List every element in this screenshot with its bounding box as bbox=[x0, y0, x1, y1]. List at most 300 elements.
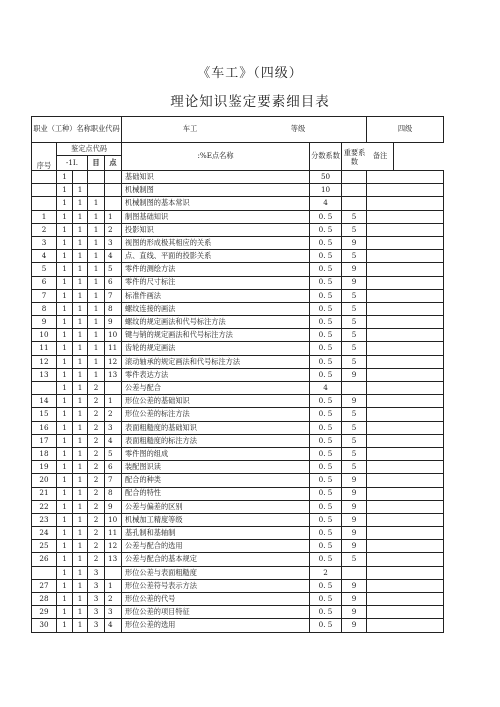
element-name-cell: 形位公差符号表示方法 bbox=[122, 579, 310, 592]
table-row bbox=[32, 606, 444, 619]
note-cell bbox=[367, 184, 444, 197]
score-cell: 0. 5 bbox=[310, 329, 342, 342]
code-level2-cell: 1 bbox=[73, 210, 88, 223]
document-title: 《车工》（四级） bbox=[197, 66, 303, 81]
code-sub1: -1I. bbox=[57, 156, 88, 171]
code-level1-cell: 1 bbox=[57, 500, 73, 513]
code-level4-cell: 8 bbox=[105, 487, 122, 500]
element-name-cell: 配合的种类 bbox=[122, 474, 310, 487]
table-row bbox=[32, 289, 444, 302]
code-level1-cell: 1 bbox=[57, 447, 73, 460]
code-level1-cell: 1 bbox=[57, 606, 73, 619]
code-sub2: 目 bbox=[88, 156, 105, 171]
element-name-cell: 形位公差的项目特征 bbox=[122, 606, 310, 619]
code-level1-cell: 1 bbox=[57, 408, 73, 421]
level-value: 四级 bbox=[367, 117, 444, 143]
seq-cell: 27 bbox=[32, 579, 57, 592]
element-name-cell: 配合的特性 bbox=[122, 487, 310, 500]
code-level1-cell: 1 bbox=[57, 236, 73, 249]
element-name-cell: 点、直线、平面的投影关系 bbox=[122, 250, 310, 263]
code-level2-cell: 1 bbox=[73, 421, 88, 434]
code-level1-cell: 1 bbox=[57, 395, 73, 408]
element-name-cell: 机械制图的基本常识 bbox=[122, 197, 310, 210]
element-name-cell: 表面粗糙度的标注方法 bbox=[122, 434, 310, 447]
note-cell bbox=[367, 487, 444, 500]
note-cell bbox=[367, 421, 444, 434]
code-level1-cell: 1 bbox=[57, 513, 73, 526]
weight-cell bbox=[342, 197, 367, 210]
code-level3-cell: 2 bbox=[88, 434, 105, 447]
table-row bbox=[32, 210, 444, 223]
score-cell: 0. 5 bbox=[310, 342, 342, 355]
code-level3-cell: 2 bbox=[88, 447, 105, 460]
weight-cell: 5 bbox=[342, 553, 367, 566]
code-level2-cell: 1 bbox=[73, 553, 88, 566]
code-level4-cell: 1 bbox=[105, 395, 122, 408]
code-level4-cell bbox=[105, 382, 122, 395]
code-level3-cell: 2 bbox=[88, 408, 105, 421]
code-level2-cell: 1 bbox=[73, 302, 88, 315]
code-level4-cell: 1 bbox=[105, 210, 122, 223]
weight-cell: 5 bbox=[342, 289, 367, 302]
score-cell: 4 bbox=[310, 382, 342, 395]
element-name-cell: 机械加工精度等级 bbox=[122, 513, 310, 526]
code-level2-cell: 1 bbox=[73, 316, 88, 329]
code-level4-cell: 12 bbox=[105, 355, 122, 368]
code-level4-cell: 7 bbox=[105, 289, 122, 302]
element-name-cell: 形位公差的代号 bbox=[122, 593, 310, 606]
code-level2-cell: 1 bbox=[73, 474, 88, 487]
weight-cell: 5 bbox=[342, 223, 367, 236]
code-level4-cell: 2 bbox=[105, 408, 122, 421]
score-cell: 0. 5 bbox=[310, 606, 342, 619]
element-name-cell: 形位公差的选用 bbox=[122, 619, 310, 632]
weight-cell: 9 bbox=[342, 619, 367, 632]
seq-cell: 16 bbox=[32, 421, 57, 434]
code-level4-cell: 8 bbox=[105, 302, 122, 315]
code-level2-cell: 1 bbox=[73, 197, 88, 210]
table-row bbox=[32, 487, 444, 500]
code-level4-cell: 2 bbox=[105, 593, 122, 606]
code-level2-cell: 1 bbox=[73, 223, 88, 236]
table-row bbox=[32, 527, 444, 540]
code-level1-cell: 1 bbox=[57, 619, 73, 632]
code-level3-cell: 2 bbox=[88, 513, 105, 526]
occupation-value: 车工 bbox=[182, 124, 198, 134]
weight-cell: 9 bbox=[342, 263, 367, 276]
note-cell bbox=[367, 316, 444, 329]
seq-cell: 28 bbox=[32, 593, 57, 606]
table-row bbox=[32, 197, 444, 210]
seq-cell: 6 bbox=[32, 276, 57, 289]
code-level1-cell: 1 bbox=[57, 487, 73, 500]
score-cell: 0. 5 bbox=[310, 368, 342, 381]
code-level3-cell: 1 bbox=[88, 276, 105, 289]
weight-cell: 9 bbox=[342, 395, 367, 408]
score-cell: 0. 5 bbox=[310, 513, 342, 526]
seq-cell: 18 bbox=[32, 447, 57, 460]
code-level2-cell: 1 bbox=[73, 382, 88, 395]
code-level1-cell: 1 bbox=[57, 197, 73, 210]
code-level2-cell: 1 bbox=[73, 500, 88, 513]
code-level1-cell: 1 bbox=[57, 527, 73, 540]
code-level3-cell: 3 bbox=[88, 606, 105, 619]
weight-cell bbox=[342, 566, 367, 579]
seq-cell bbox=[32, 382, 57, 395]
seq-cell: 4 bbox=[32, 250, 57, 263]
score-cell: 0. 5 bbox=[310, 276, 342, 289]
name-header: :%E点名称 bbox=[122, 143, 310, 171]
code-level2-cell: 1 bbox=[73, 368, 88, 381]
weight-cell: 5 bbox=[342, 302, 367, 315]
table-row bbox=[32, 236, 444, 249]
code-level3-cell: 1 bbox=[88, 368, 105, 381]
score-cell: 0. 5 bbox=[310, 408, 342, 421]
table-row bbox=[32, 553, 444, 566]
score-cell: 0. 5 bbox=[310, 355, 342, 368]
weight-cell: 9 bbox=[342, 500, 367, 513]
score-cell: 0. 5 bbox=[310, 223, 342, 236]
table-row bbox=[32, 408, 444, 421]
code-level3-cell: 1 bbox=[88, 316, 105, 329]
seq-cell: 20 bbox=[32, 474, 57, 487]
weight-cell: 9 bbox=[342, 474, 367, 487]
note-cell bbox=[367, 210, 444, 223]
level-label: 等级 bbox=[290, 124, 306, 134]
note-cell bbox=[367, 566, 444, 579]
seq-cell: 30 bbox=[32, 619, 57, 632]
seq-cell: 22 bbox=[32, 500, 57, 513]
element-name-cell: 形位公差的基础知识 bbox=[122, 395, 310, 408]
code-level4-cell: 9 bbox=[105, 500, 122, 513]
element-name-cell: 螺纹的规定画法和代号标注方法 bbox=[122, 316, 310, 329]
seq-cell: 23 bbox=[32, 513, 57, 526]
code-level3-cell: 1 bbox=[88, 250, 105, 263]
table-row bbox=[32, 368, 444, 381]
code-level4-cell: 3 bbox=[105, 606, 122, 619]
code-level2-cell: 1 bbox=[73, 263, 88, 276]
code-level3-cell bbox=[88, 184, 105, 197]
weight-cell: 5 bbox=[342, 210, 367, 223]
code-level4-cell: 7 bbox=[105, 474, 122, 487]
code-level3-cell: 2 bbox=[88, 487, 105, 500]
element-name-cell: 形位公差的标注方法 bbox=[122, 408, 310, 421]
element-name-cell: 装配图识读 bbox=[122, 461, 310, 474]
table-row bbox=[32, 250, 444, 263]
code-level4-cell: 10 bbox=[105, 513, 122, 526]
note-cell bbox=[367, 579, 444, 592]
occupation-value-cell bbox=[122, 117, 367, 143]
code-level3-cell: 3 bbox=[88, 579, 105, 592]
code-level4-cell: 1 bbox=[105, 579, 122, 592]
code-level2-cell: 1 bbox=[73, 236, 88, 249]
code-level2-cell: 1 bbox=[73, 342, 88, 355]
weight-header: 重要系数 bbox=[343, 148, 366, 166]
code-level3-cell: 2 bbox=[88, 527, 105, 540]
code-level2-cell: 1 bbox=[73, 250, 88, 263]
score-cell: 0. 5 bbox=[310, 250, 342, 263]
code-level3-cell: 2 bbox=[88, 500, 105, 513]
weight-cell bbox=[342, 382, 367, 395]
note-cell bbox=[367, 553, 444, 566]
score-cell: 0. 5 bbox=[310, 487, 342, 500]
code-level3-cell: 1 bbox=[88, 263, 105, 276]
table-row bbox=[32, 329, 444, 342]
element-name-cell: 零件的测绘方法 bbox=[122, 263, 310, 276]
header-row-code bbox=[32, 143, 444, 156]
code-level1-cell: 1 bbox=[57, 250, 73, 263]
code-level1-cell: 1 bbox=[57, 434, 73, 447]
element-name-cell: 公差与配合 bbox=[122, 382, 310, 395]
code-level4-cell: 11 bbox=[105, 342, 122, 355]
code-level3-cell: 2 bbox=[88, 421, 105, 434]
score-cell: 0. 5 bbox=[310, 316, 342, 329]
score-cell: 0. 5 bbox=[310, 527, 342, 540]
table-row bbox=[32, 395, 444, 408]
table-row bbox=[32, 316, 444, 329]
note-cell bbox=[367, 447, 444, 460]
seq-cell: 11 bbox=[32, 342, 57, 355]
code-level1-cell: 1 bbox=[57, 184, 73, 197]
seq-cell bbox=[32, 171, 57, 184]
code-level1-cell: 1 bbox=[57, 461, 73, 474]
code-level4-cell: 11 bbox=[105, 527, 122, 540]
element-name-cell: 投影知识 bbox=[122, 223, 310, 236]
weight-cell: 5 bbox=[342, 329, 367, 342]
weight-cell: 9 bbox=[342, 527, 367, 540]
element-name-cell: 零件表达方法 bbox=[122, 368, 310, 381]
score-cell: 0. 5 bbox=[310, 593, 342, 606]
weight-cell bbox=[342, 171, 367, 184]
element-name-cell: 螺纹连接的画法 bbox=[122, 302, 310, 315]
note-cell bbox=[367, 289, 444, 302]
weight-cell: 9 bbox=[342, 606, 367, 619]
code-level2-cell: 1 bbox=[73, 461, 88, 474]
score-cell: 0. 5 bbox=[310, 236, 342, 249]
weight-cell: 9 bbox=[342, 579, 367, 592]
seq-label: 序号 bbox=[36, 160, 52, 170]
code-level2-cell: 1 bbox=[73, 355, 88, 368]
element-name-cell: 公差与偏差的区别 bbox=[122, 500, 310, 513]
table-row bbox=[32, 382, 444, 395]
table-row bbox=[32, 500, 444, 513]
score-cell: 0. 5 bbox=[310, 289, 342, 302]
code-level1-cell: 1 bbox=[57, 223, 73, 236]
seq-header bbox=[32, 143, 57, 171]
seq-cell: 5 bbox=[32, 263, 57, 276]
element-name-cell: 键与销的规定画法和代号标注方法 bbox=[122, 329, 310, 342]
code-level4-cell bbox=[105, 566, 122, 579]
table-row bbox=[32, 513, 444, 526]
table-row bbox=[32, 276, 444, 289]
code-level2-cell: 1 bbox=[73, 593, 88, 606]
code-level1-cell: 1 bbox=[57, 368, 73, 381]
document-subtitle: 理论知识鉴定要素细目表 bbox=[170, 94, 330, 110]
header-row-occupation bbox=[32, 117, 444, 143]
score-cell: 0. 5 bbox=[310, 263, 342, 276]
code-level1-cell: 1 bbox=[57, 329, 73, 342]
element-name-cell: 制图基础知识 bbox=[122, 210, 310, 223]
code-level4-cell: 9 bbox=[105, 316, 122, 329]
weight-cell: 5 bbox=[342, 421, 367, 434]
note-cell bbox=[367, 461, 444, 474]
code-level2-cell bbox=[73, 171, 88, 184]
code-level4-cell: 5 bbox=[105, 447, 122, 460]
code-level3-cell: 1 bbox=[88, 289, 105, 302]
code-level2-cell: 1 bbox=[73, 408, 88, 421]
table-row bbox=[32, 461, 444, 474]
table-row bbox=[32, 540, 444, 553]
element-detail-table bbox=[31, 116, 444, 633]
code-sub3: 点 bbox=[105, 156, 122, 171]
score-cell: 0. 5 bbox=[310, 302, 342, 315]
code-level3-cell: 2 bbox=[88, 553, 105, 566]
note-cell bbox=[367, 606, 444, 619]
code-level2-cell: 1 bbox=[73, 606, 88, 619]
seq-cell: 7 bbox=[32, 289, 57, 302]
code-level3-cell: 1 bbox=[88, 197, 105, 210]
table-row bbox=[32, 223, 444, 236]
seq-cell: 17 bbox=[32, 434, 57, 447]
score-cell: 0. 5 bbox=[310, 540, 342, 553]
code-level1-cell: 1 bbox=[57, 355, 73, 368]
code-level4-cell: 13 bbox=[105, 368, 122, 381]
code-level1-cell: 1 bbox=[57, 579, 73, 592]
weight-cell: 9 bbox=[342, 513, 367, 526]
score-cell: 0. 5 bbox=[310, 500, 342, 513]
table-row bbox=[32, 302, 444, 315]
seq-cell: 25 bbox=[32, 540, 57, 553]
seq-cell: 24 bbox=[32, 527, 57, 540]
score-header: 分数系数 bbox=[310, 143, 342, 171]
code-level1-cell: 1 bbox=[57, 474, 73, 487]
note-cell bbox=[367, 250, 444, 263]
code-level4-cell: 10 bbox=[105, 329, 122, 342]
note-cell bbox=[367, 434, 444, 447]
occupation-header-cell bbox=[32, 117, 122, 143]
code-header: 鉴定点代码 bbox=[57, 143, 122, 156]
score-cell: 0. 5 bbox=[310, 395, 342, 408]
code-level3-cell: 1 bbox=[88, 355, 105, 368]
code-level4-cell: 3 bbox=[105, 236, 122, 249]
weight-note-header bbox=[342, 143, 394, 171]
table-row bbox=[32, 566, 444, 579]
note-cell bbox=[367, 171, 444, 184]
code-level1-cell: 1 bbox=[57, 210, 73, 223]
seq-cell: 14 bbox=[32, 395, 57, 408]
code-level1-cell: 1 bbox=[57, 553, 73, 566]
seq-cell: 1 bbox=[32, 210, 57, 223]
note-cell bbox=[367, 593, 444, 606]
weight-cell bbox=[342, 184, 367, 197]
code-level4-cell: 3 bbox=[105, 421, 122, 434]
note-cell bbox=[367, 540, 444, 553]
note-cell bbox=[367, 276, 444, 289]
element-name-cell: 公差与配合的选用 bbox=[122, 540, 310, 553]
element-name-cell: 零件图的组成 bbox=[122, 447, 310, 460]
table-row bbox=[32, 263, 444, 276]
note-cell bbox=[367, 474, 444, 487]
code-level2-cell: 1 bbox=[73, 566, 88, 579]
element-name-cell: 机械制图 bbox=[122, 184, 310, 197]
weight-cell: 9 bbox=[342, 276, 367, 289]
code-level3-cell: 3 bbox=[88, 619, 105, 632]
seq-cell: 9 bbox=[32, 316, 57, 329]
code-level1-cell: 1 bbox=[57, 421, 73, 434]
note-cell bbox=[367, 382, 444, 395]
code-level4-cell: 5 bbox=[105, 263, 122, 276]
score-cell: 0. 5 bbox=[310, 434, 342, 447]
element-name-cell: 基孔制和基轴制 bbox=[122, 527, 310, 540]
code-level2-cell: 1 bbox=[73, 434, 88, 447]
note-cell bbox=[367, 395, 444, 408]
code-level2-cell: 1 bbox=[73, 276, 88, 289]
code-level4-cell bbox=[105, 197, 122, 210]
code-level1-cell: 1 bbox=[57, 316, 73, 329]
table-row bbox=[32, 184, 444, 197]
weight-cell: 5 bbox=[342, 447, 367, 460]
code-level2-cell: 1 bbox=[73, 447, 88, 460]
element-name-cell: 形位公差与表面粗糙度 bbox=[122, 566, 310, 579]
seq-cell bbox=[32, 184, 57, 197]
weight-cell: 9 bbox=[342, 368, 367, 381]
score-cell: 0. 5 bbox=[310, 210, 342, 223]
note-cell bbox=[367, 408, 444, 421]
seq-cell: 21 bbox=[32, 487, 57, 500]
code-level4-cell: 12 bbox=[105, 540, 122, 553]
code-level2-cell: 1 bbox=[73, 540, 88, 553]
code-level3-cell: 1 bbox=[88, 329, 105, 342]
note-cell bbox=[367, 236, 444, 249]
weight-cell: 5 bbox=[342, 250, 367, 263]
seq-cell: 12 bbox=[32, 355, 57, 368]
weight-cell: 9 bbox=[342, 593, 367, 606]
element-name-cell: 公差与配合的基本规定 bbox=[122, 553, 310, 566]
note-cell bbox=[367, 368, 444, 381]
score-cell: 0. 5 bbox=[310, 447, 342, 460]
code-level3-cell: 1 bbox=[88, 342, 105, 355]
weight-cell: 5 bbox=[342, 342, 367, 355]
score-cell: 0. 5 bbox=[310, 421, 342, 434]
occupation-label: 职业（工种）名称 bbox=[33, 124, 91, 134]
element-name-cell: 表面粗糙度的基础知识 bbox=[122, 421, 310, 434]
table-row bbox=[32, 593, 444, 606]
code-level1-cell: 1 bbox=[57, 289, 73, 302]
code-level3-cell: 3 bbox=[88, 566, 105, 579]
code-level2-cell: 1 bbox=[73, 395, 88, 408]
code-level4-cell: 2 bbox=[105, 223, 122, 236]
code-level2-cell: 1 bbox=[73, 619, 88, 632]
code-level1-cell: 1 bbox=[57, 593, 73, 606]
code-level3-cell: 2 bbox=[88, 474, 105, 487]
code-level4-cell: 4 bbox=[105, 434, 122, 447]
element-name-cell: 标准件画法 bbox=[122, 289, 310, 302]
seq-cell bbox=[32, 566, 57, 579]
table-row bbox=[32, 579, 444, 592]
code-level1-cell: 1 bbox=[57, 540, 73, 553]
weight-cell: 9 bbox=[342, 236, 367, 249]
code-level2-cell: 1 bbox=[73, 184, 88, 197]
note-header: 备注 bbox=[372, 151, 388, 161]
table-row bbox=[32, 447, 444, 460]
note-cell bbox=[367, 342, 444, 355]
code-level4-cell bbox=[105, 171, 122, 184]
weight-cell: 5 bbox=[342, 408, 367, 421]
table-row bbox=[32, 619, 444, 632]
score-cell: 0. 5 bbox=[310, 619, 342, 632]
note-cell bbox=[367, 500, 444, 513]
code-level2-cell: 1 bbox=[73, 487, 88, 500]
